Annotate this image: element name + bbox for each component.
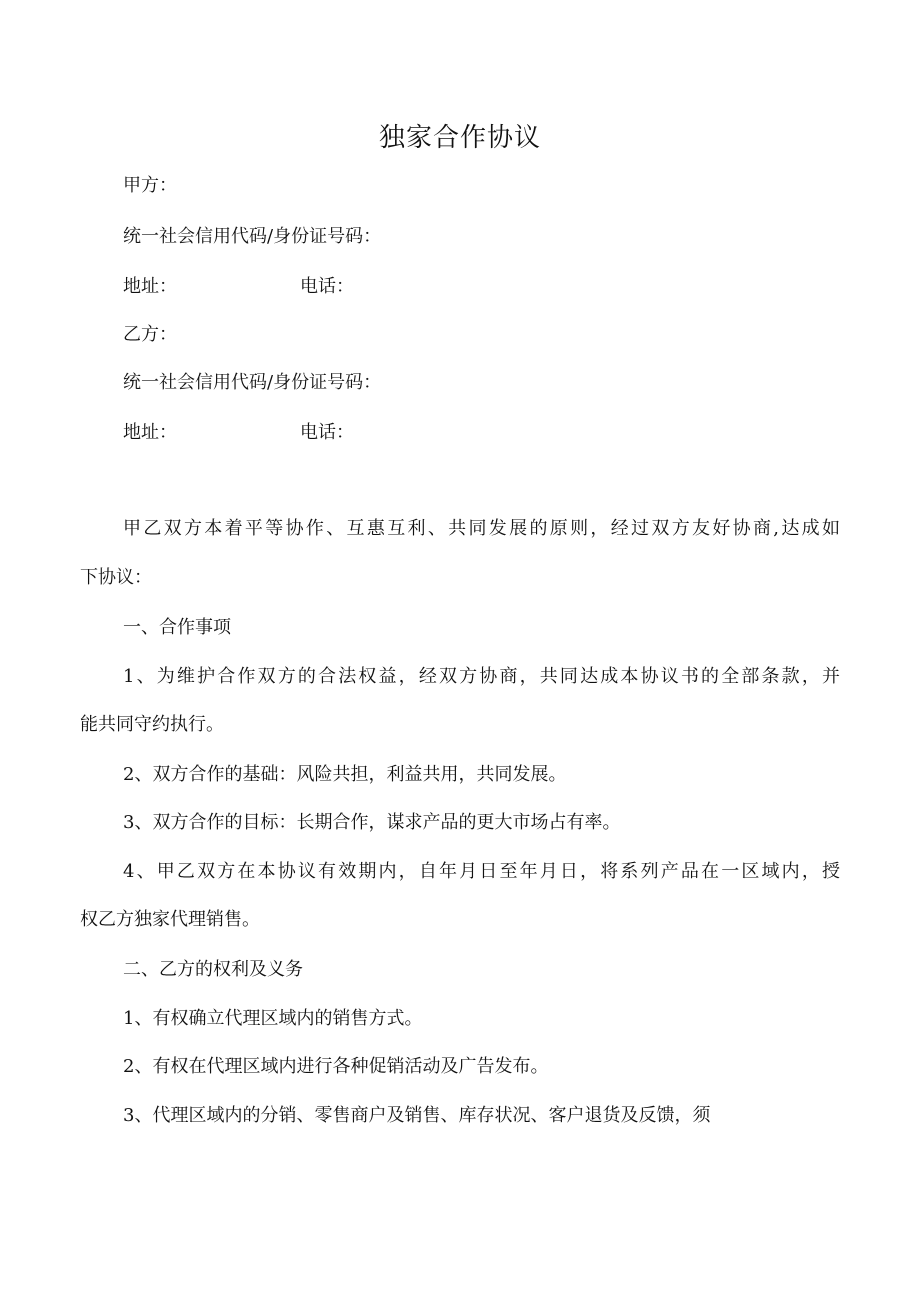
- party-a-phone-label: 电话：: [300, 276, 354, 297]
- party-b-phone-label: 电话：: [300, 422, 354, 443]
- section-1-item-1-line-2: 能共同守约执行。: [80, 714, 224, 735]
- section-2-item-3: 3、代理区域内的分销、零售商户及销售、库存状况、客户退货及反馈，须: [123, 1105, 711, 1126]
- party-a-address-label: 地址：: [123, 276, 177, 297]
- section-1-heading: 一、合作事项: [123, 617, 231, 638]
- section-2-heading: 二、乙方的权利及义务: [123, 959, 303, 980]
- section-2-item-2: 2、有权在代理区域内进行各种促销活动及广告发布。: [123, 1056, 549, 1077]
- party-a-name-label: 甲方：: [123, 175, 177, 196]
- party-b-address-label: 地址：: [123, 422, 177, 443]
- section-1-item-4-line-1: 4、甲乙双方在本协议有效期内，自年月日至年月日，将系列产品在一区域内，授: [123, 861, 840, 882]
- intro-line-1: 甲乙双方本着平等协作、互惠互利、共同发展的原则，经过双方友好协商,达成如: [123, 518, 840, 539]
- section-1-item-2: 2、双方合作的基础：风险共担，利益共用，共同发展。: [123, 764, 567, 785]
- section-1-item-1-line-1: 1、为维护合作双方的合法权益，经双方协商，共同达成本协议书的全部条款，并: [123, 666, 840, 687]
- intro-line-2: 下协议：: [80, 567, 152, 588]
- section-1-item-3: 3、双方合作的目标：长期合作，谋求产品的更大市场占有率。: [123, 812, 621, 833]
- document-title: 独家合作协议: [378, 123, 541, 153]
- party-b-id-label: 统一社会信用代码/身份证号码：: [123, 372, 382, 393]
- section-1-item-4-line-2: 权乙方独家代理销售。: [80, 909, 260, 930]
- party-b-name-label: 乙方：: [123, 324, 177, 345]
- party-a-id-label: 统一社会信用代码/身份证号码：: [123, 226, 382, 247]
- section-2-item-1: 1、有权确立代理区域内的销售方式。: [123, 1008, 423, 1029]
